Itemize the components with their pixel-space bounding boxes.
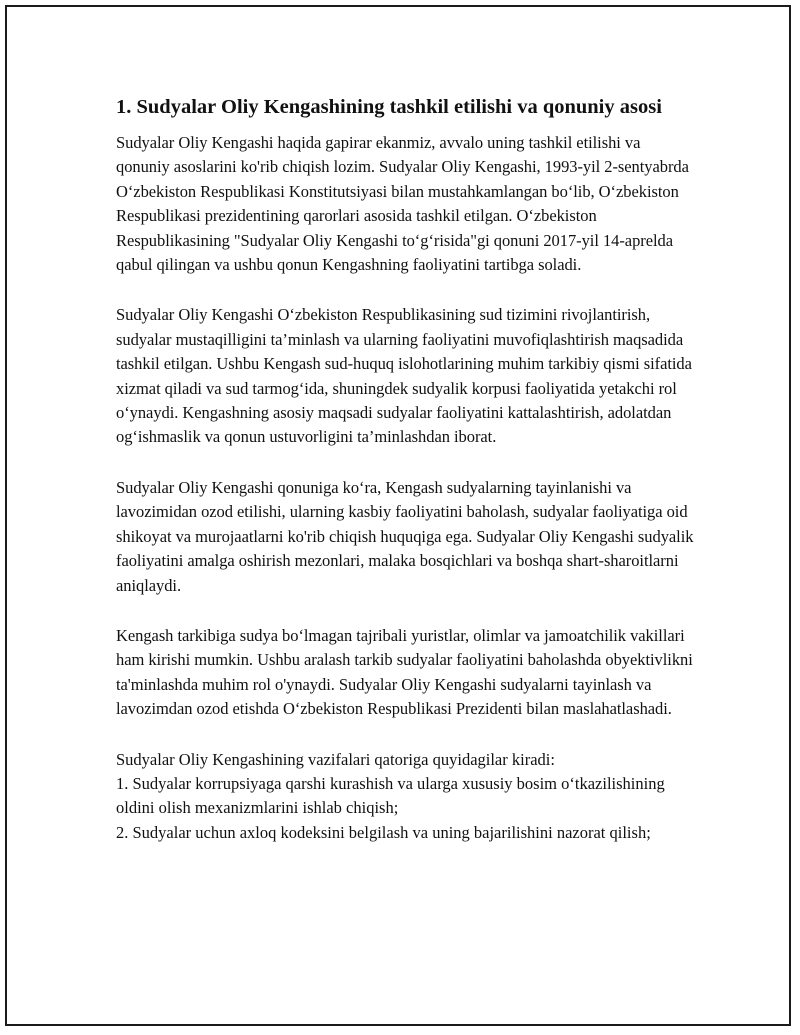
- paragraph-establishment: Sudyalar Oliy Kengashi haqida gapirar ekanmiz, avvalo uning tashkil etilishi va qonuniy asoslarini ko'rib chiqish lozim. Sudyalar Oliy Kengashi, 1993-yil 2-sentyabrda O‘zbekiston Respublikasi Konstitutsiyasi bilan mustahkamlangan bo‘lib, O‘zbekiston Respublikasi prezidentining qarorlari asosida tashkil etilgan. O‘zbekiston Respublikasining "Sudyalar Oliy Kengashi to‘g‘risida"gi qonuni 2017-yil 14-aprelda qabul qilingan va ushbu qonun Kengashning faoliyatini tartibga soladi.: [116, 133, 689, 275]
- section-title: 1. Sudyalar Oliy Kengashining tashkil etilishi va qonuniy asosi: [116, 96, 662, 118]
- duty-item-1: 1. Sudyalar korrupsiyaga qarshi kurashish va ularga xususiy bosim o‘tkazilishining oldini olish mexanizmlarini ishlab chiqish;: [116, 773, 665, 818]
- duties-list: [116, 748, 696, 846]
- duty-item-2: 2. Sudyalar uchun axloq kodeksini belgilash va uning bajarilishini nazorat qilish;: [116, 822, 651, 842]
- paragraph-composition: Kengash tarkibiga sudya bo‘lmagan tajribali yuristlar, olimlar va jamoatchilik vakillari ham kirishi mumkin. Ushbu aralash tarkib sudyalar faoliyatini baholashda obyektivlikni ta'minlashda muhim rol o'ynaydi. Sudyalar Oliy Kengashi sudyalarni tayinlash va lavozimdan ozod etishda O‘zbekiston Respublikasi Prezidenti bilan maslahatlashadi.: [116, 625, 693, 719]
- paragraph-purpose: Sudyalar Oliy Kengashi O‘zbekiston Respublikasining sud tizimini rivojlantirish, sudyalar mustaqilligini ta’minlash va ularning faoliyatini muvofiqlashtirish maqsadida tashkil etilgan. Ushbu Kengash sud-huquq islohotlarining muhim tarkibiy qismi sifatida xizmat qiladi va sud tarmog‘ida, shuningdek sudyalik korpusi faoliyatida yetakchi rol o‘ynaydi. Kengashning asosiy maqsadi sudyalar faoliyatini kattalashtirish, adolatdan og‘ishmaslik va qonun ustuvorligini ta’minlashdan iborat.: [116, 305, 692, 447]
- paragraph-powers: Sudyalar Oliy Kengashi qonuniga ko‘ra, Kengash sudyalarning tayinlanishi va lavozimidan ozod etilishi, ularning kasbiy faoliyatini baholash, sudyalar faoliyatiga oid shikoyat va murojaatlarni ko'rib chiqish huquqiga ega. Sudyalar Oliy Kengashi sudyalik faoliyatini amalga oshirish mezonlari, malaka bosqichlari va boshqa shart-sharoitlarni aniqlaydi.: [116, 477, 694, 595]
- document-content: [116, 93, 696, 845]
- duties-intro: Sudyalar Oliy Kengashining vazifalari qatoriga quyidagilar kiradi:: [116, 749, 555, 769]
